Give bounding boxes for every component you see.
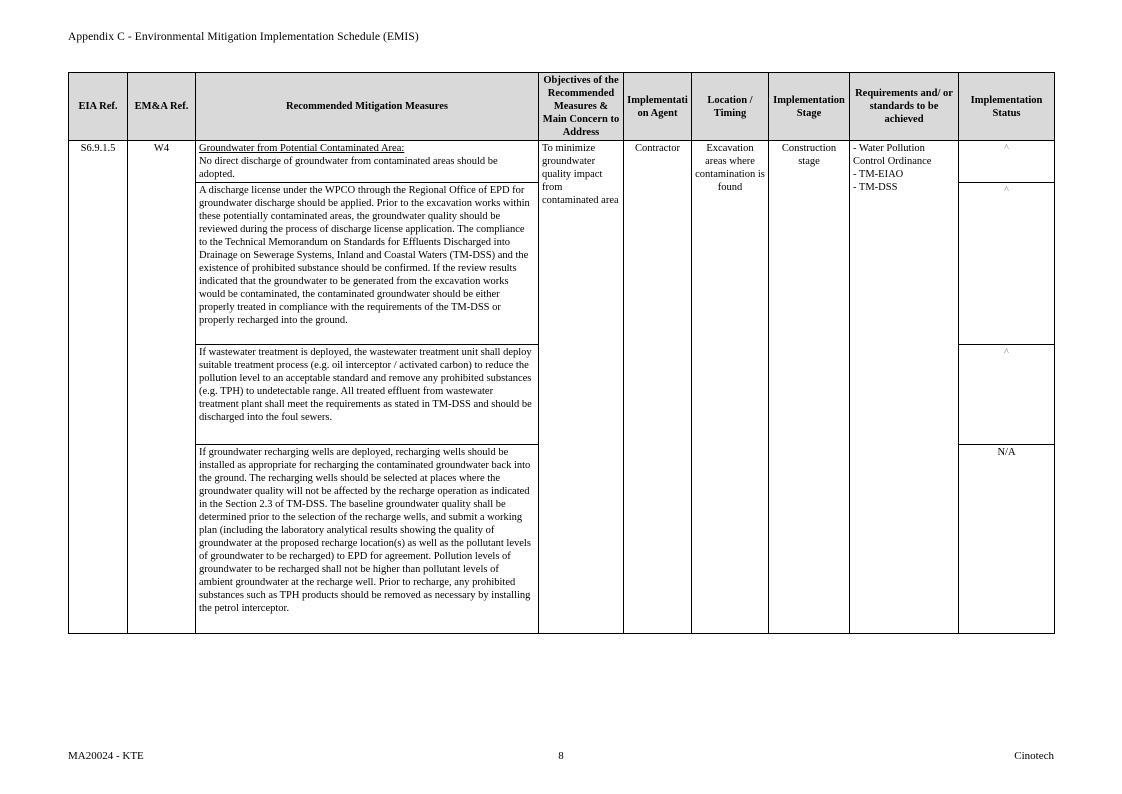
column-header-requirements: Requirements and/ or standards to be achieved [850,73,959,141]
column-header-stage: Implementation Stage [769,73,850,141]
requirement-item: - Water Pollution Control Ordinance [853,143,932,167]
requirements-cell [850,141,959,634]
implementation-status-cell-2: ^ [959,183,1055,345]
column-header-ema-ref: EM&A Ref. [128,73,196,141]
footer-document-ref: MA20024 - KTE [68,750,144,762]
ema-ref-cell: W4 [128,141,196,634]
implementation-stage-cell: Construction stage [769,141,850,634]
requirement-item: - TM-DSS [853,182,898,193]
column-header-measures: Recommended Mitigation Measures [196,73,539,141]
column-header-objectives: Objectives of the Recommended Measures & Main Concern to Address [539,73,624,141]
column-header-status: Implementation Status [959,73,1055,141]
implementation-agent-cell: Contractor [624,141,692,634]
objectives-cell: To minimize groundwater quality impact from contaminated area [539,141,624,634]
table-header-row [69,73,1055,141]
page-title: Appendix C - Environmental Mitigation Implementation Schedule (EMIS) [68,31,419,43]
measure-cell-4: If groundwater recharging wells are deployed, recharging wells should be installed as appropriate for recharging the contaminated groundwater back into the ground. The recharging wells should be selected at places where the groundwater quality will not be affected by the recharge operation as indicated in the Section 2.3 of TM-DSS. The baseline groundwater quality shall be determined prior to the selection of the recharge wells, and submit a working plan (including the laboratory analytical results showing the quality of groundwater at the proposed recharge location(s) as well as the pollutant levels of groundwater to be recharged) to EPD for agreement. Pollution levels of groundwater to be recharged shall not be higher than pollutant levels of ambient groundwater at the recharge well. Prior to recharge, any prohibited substances such as TPH products should be removed as necessary by installing the petrol interceptor. [196,445,539,634]
column-header-location-timing: Location / Timing [692,73,769,141]
column-header-agent: Implementation Agent [624,73,692,141]
column-header-eia-ref: EIA Ref. [69,73,128,141]
footer-company-name: Cinotech [1014,750,1054,762]
location-timing-cell: Excavation areas where contamination is found [692,141,769,634]
measure-text: No direct discharge of groundwater from contaminated areas should be adopted. [199,156,498,180]
implementation-status-cell-3: ^ [959,345,1055,445]
emis-table [68,72,1055,634]
measure-cell-2: A discharge license under the WPCO through the Regional Office of EPD for groundwater discharge should be applied. Prior to the excavation works within these potentially contaminated areas, the groundwater quality should be reviewed during the process of discharge license application. The compliance to the Technical Memorandum on Standards for Effluents Discharged into Drainage on Sewerage Systems, Inland and Coastal Waters (TM-DSS) and the existence of prohibited substance should be confirmed. If the review results indicated that the groundwater to be generated from the excavation works would be contaminated, the contaminated groundwater should be either properly treated in compliance with the requirements of the TM-DSS or properly recharged into the ground. [196,183,539,345]
eia-ref-cell: S6.9.1.5 [69,141,128,634]
table-row [69,141,1055,183]
requirement-item: - TM-EIAO [853,169,904,180]
footer-page-number: 8 [558,750,564,762]
implementation-status-cell-4: N/A [959,445,1055,634]
measure-cell-3: If wastewater treatment is deployed, the wastewater treatment unit shall deploy suitable treatment process (e.g. oil interceptor / activated carbon) to reduce the pollution level to an acceptable standard and remove any prohibited substances (e.g. TPH) to undetectable range. All treated effluent from wastewater treatment plant shall meet the requirements as stated in TM-DSS and should be discharged into the foul sewers. [196,345,539,445]
measure-cell-1 [196,141,539,183]
measure-heading: Groundwater from Potential Contaminated Area: [199,143,405,154]
implementation-status-cell-1: ^ [959,141,1055,183]
